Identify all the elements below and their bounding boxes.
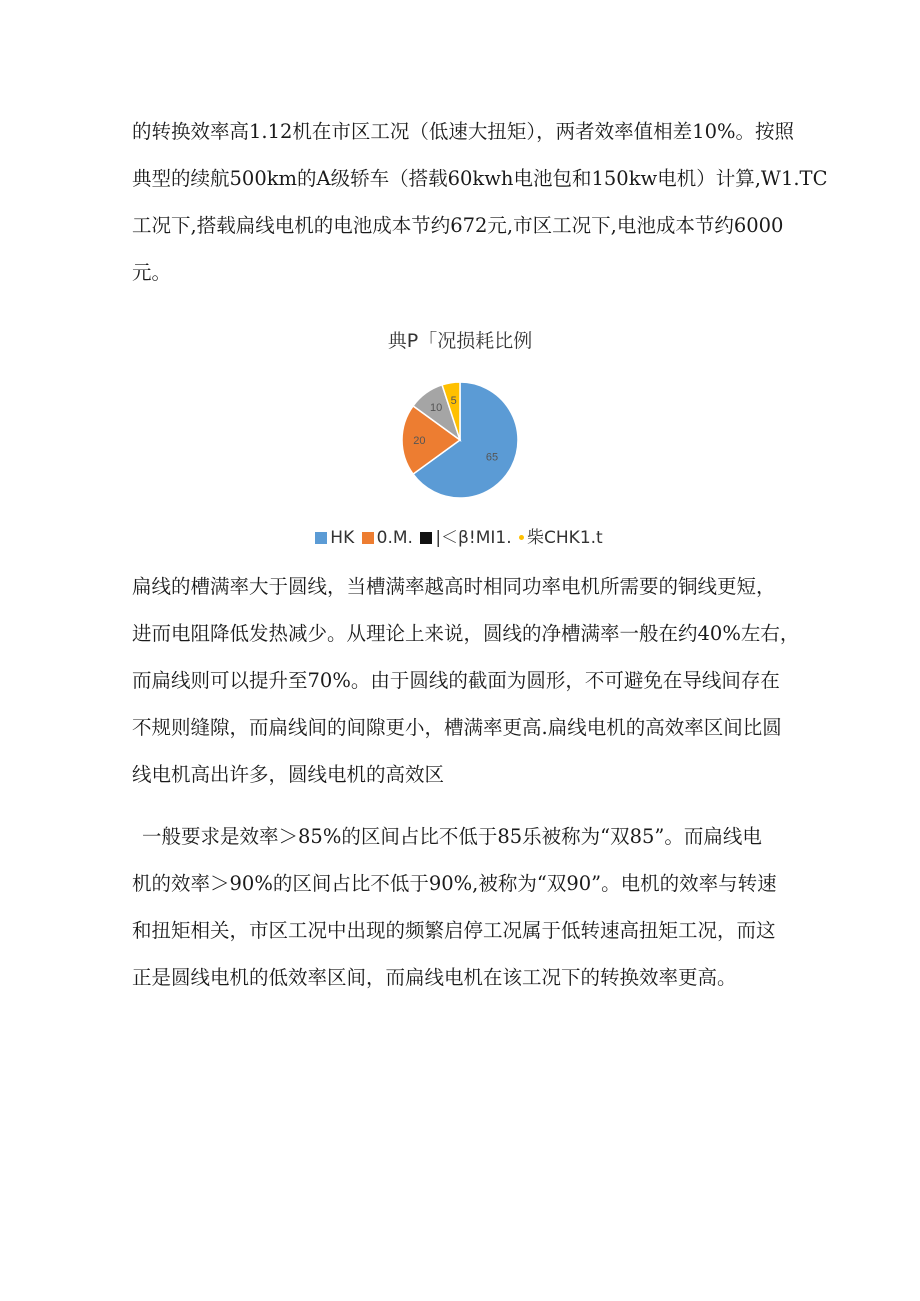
text-line: 典型的续航500km的A级轿车（搭载60kwh电池包和150kw电机）计算,W1.TC — [132, 167, 828, 190]
legend-item — [362, 528, 413, 548]
text-line: 元。 — [132, 261, 172, 284]
legend-swatch-orange — [362, 532, 374, 544]
paragraph-1 — [132, 108, 828, 296]
paragraph-2 — [132, 563, 804, 798]
text-line: 正是圆线电机的低效率区间，而扁线电机在该工况下的转换效率更高。 — [132, 966, 737, 989]
chart-legend — [0, 523, 920, 548]
pie-data-label: 10 — [430, 402, 443, 415]
pie-data-label: 5 — [450, 394, 457, 407]
legend-swatch-black — [420, 532, 432, 544]
text-line: 线电机高出许多，圆线电机的高效区 — [132, 763, 445, 786]
legend-label: HK — [330, 528, 355, 548]
text-line: 工况下,搭载扁线电机的电池成本节约672元,市区工况下,电池成本节约6000 — [132, 214, 784, 237]
chart-title: 典P「况损耗比例 — [387, 330, 533, 352]
text-line: 和扭矩相关，市区工况中出现的频繁启停工况属于低转速高扭矩工况，而这 — [132, 919, 776, 942]
text-line: 一般要求是效率＞85%的区间占比不低于85乐被称为“双85”。而扁线电 — [142, 825, 762, 848]
text-line: 而扁线则可以提升至70%。由于圆线的截面为圆形，不可避免在导线间存在 — [132, 669, 780, 692]
pie-data-label: 20 — [413, 435, 426, 447]
legend-label: |＜β!MI1. — [435, 528, 512, 548]
legend-item — [420, 523, 511, 548]
legend-item — [519, 523, 603, 548]
legend-swatch-blue — [315, 532, 327, 544]
legend-item — [315, 528, 354, 548]
pie-data-label: 65 — [485, 451, 499, 464]
text-line: 进而电阻降低发热减少。从理论上来说，圆线的净槽满率一般在约40%左右， — [132, 622, 800, 645]
legend-swatch-yellow — [519, 535, 524, 540]
pie-chart — [388, 368, 532, 512]
text-line: 不规则缝隙，而扁线间的间隙更小，槽满率更高.扁线电机的高效率区间比圆 — [132, 716, 782, 739]
text-line: 扁线的槽满率大于圆线，当槽满率越高时相同功率电机所需要的铜线更短， — [132, 575, 776, 598]
legend-label: 0.M. — [376, 528, 413, 548]
legend-label: 柴CHK1.t — [527, 528, 603, 548]
text-line: 机的效率＞90%的区间占比不低于90%,被称为“双90”。电机的效率与转速 — [132, 872, 777, 895]
text-line: 的转换效率高1.12机在市区工况（低速大扭矩），两者效率值相差10%。按照 — [132, 120, 795, 143]
paragraph-3 — [132, 813, 804, 1001]
